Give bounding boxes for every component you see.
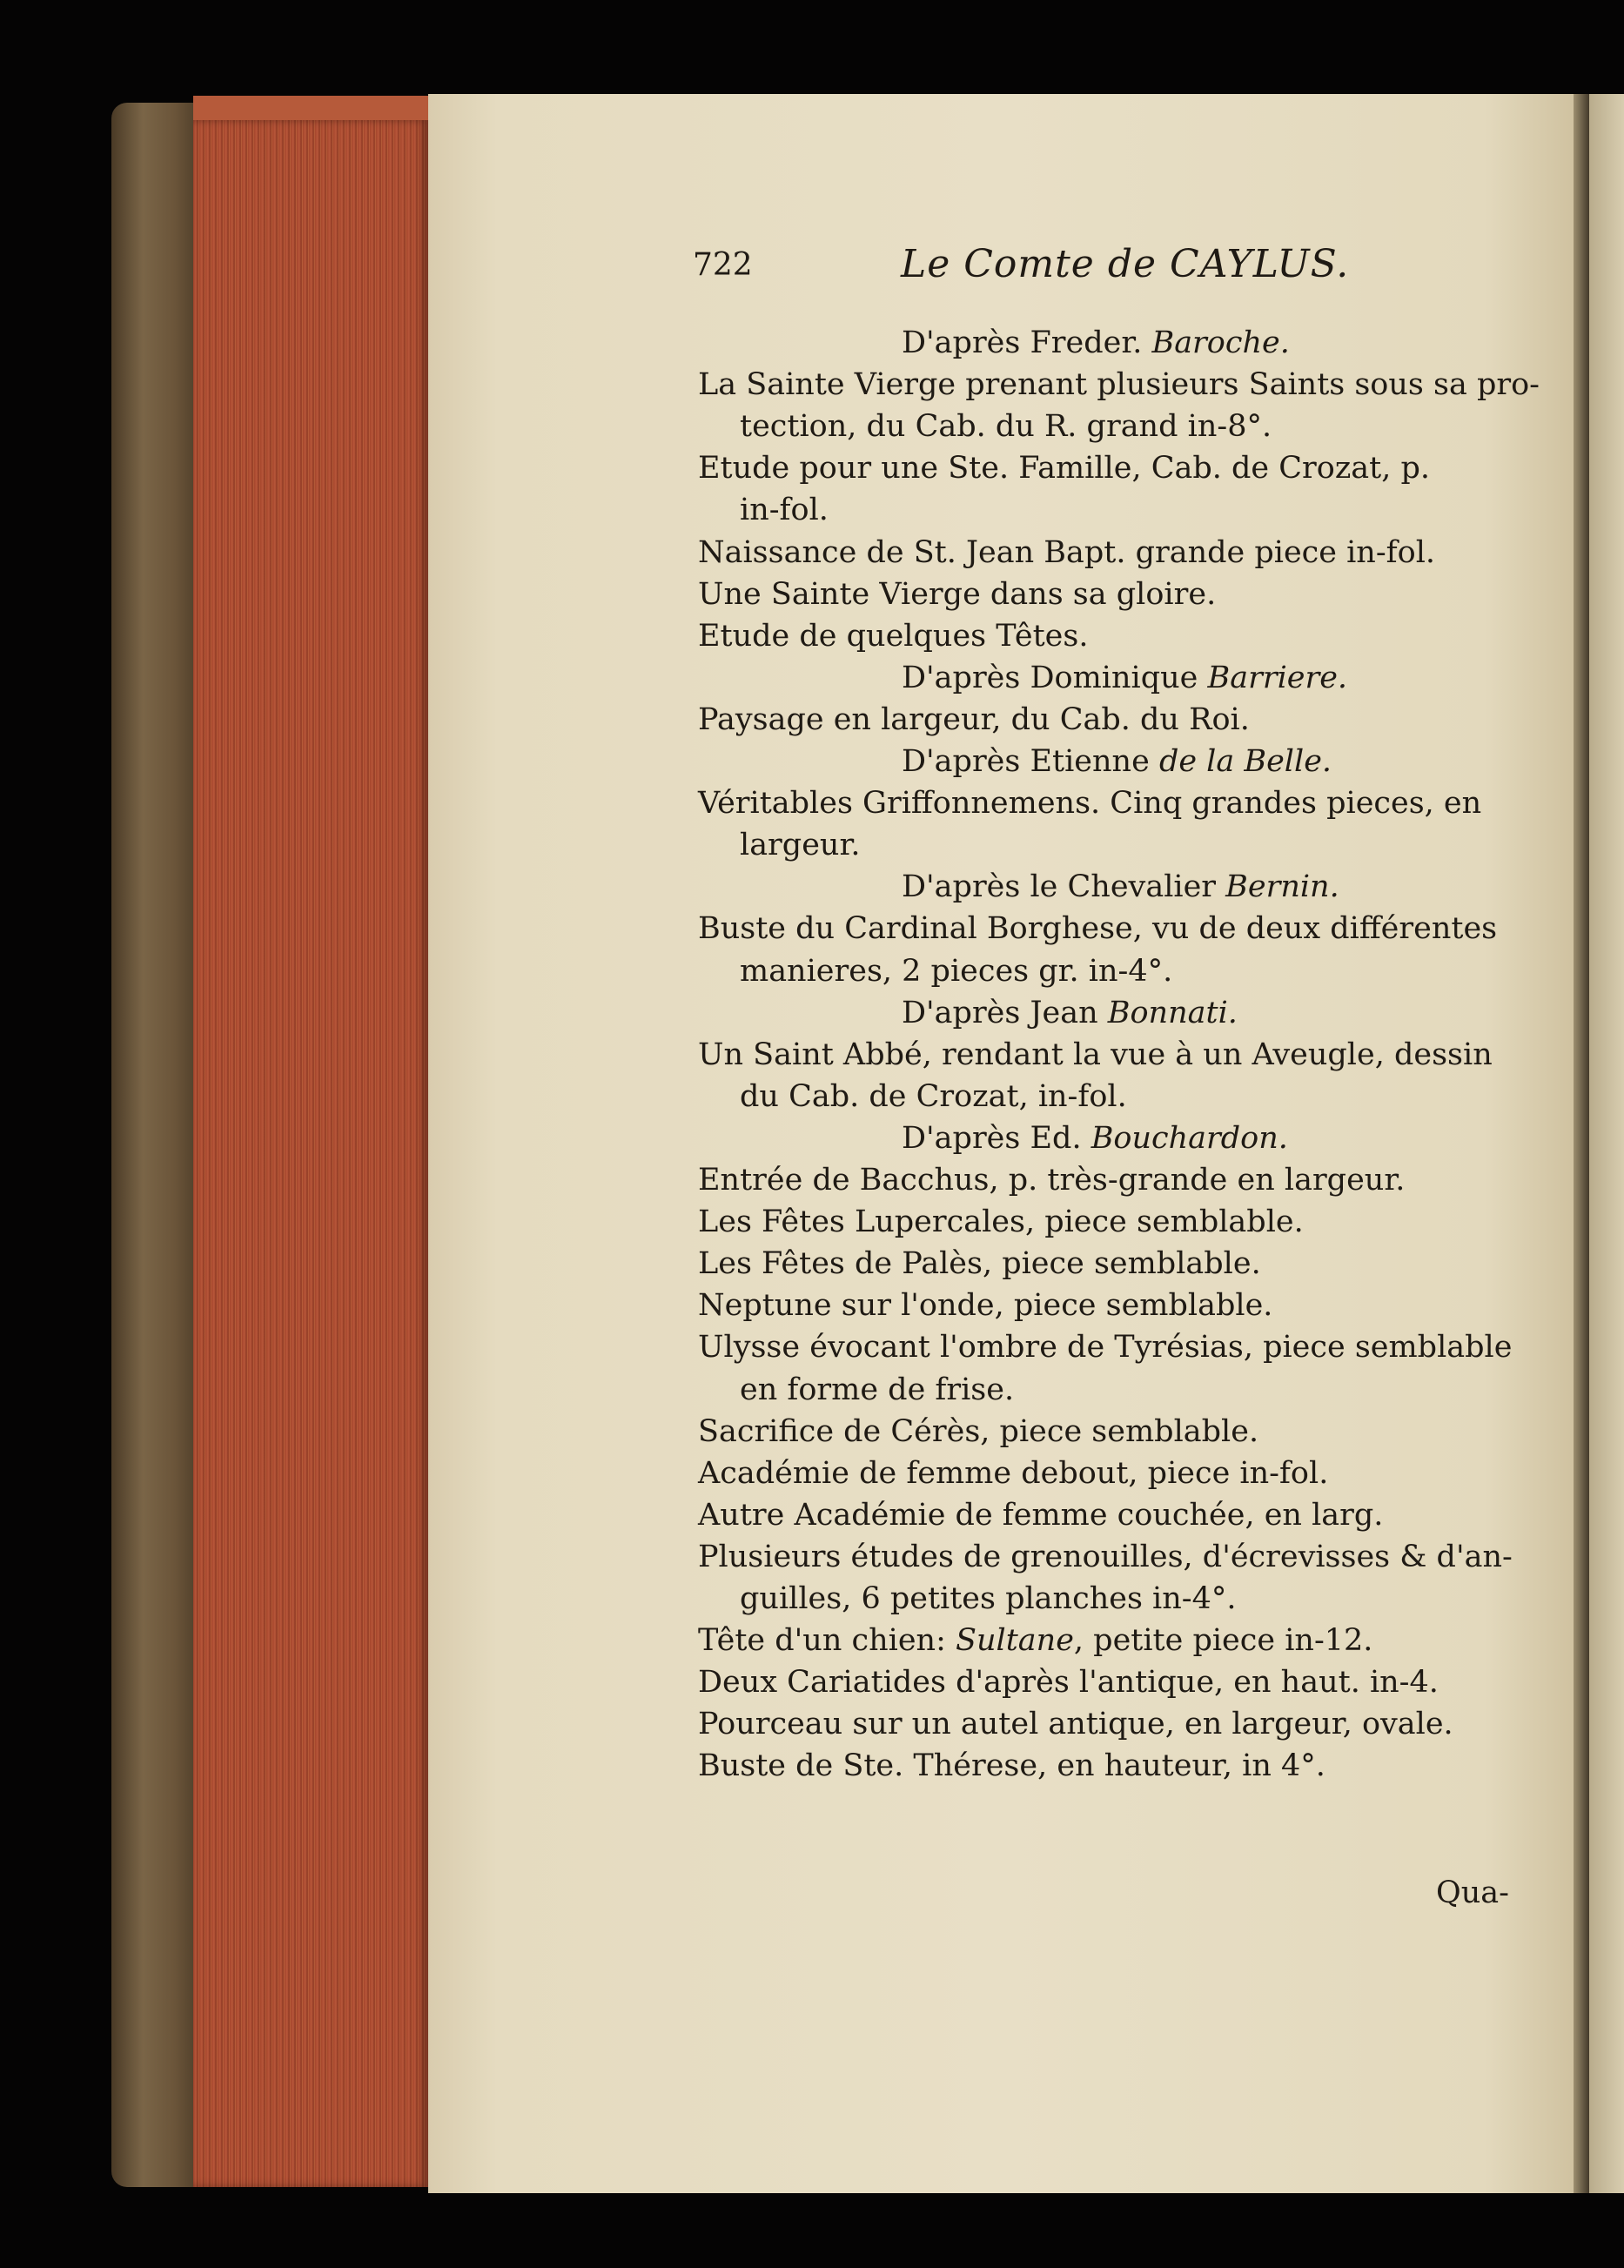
page-number: 722 — [693, 247, 753, 283]
catalog-entry — [698, 1454, 1328, 1493]
entry-text: manieres, 2 pieces gr. in-4°. — [740, 953, 1173, 989]
entry-continuation — [740, 407, 1272, 446]
catalog-entry — [698, 1747, 1325, 1785]
catalog-entry — [698, 909, 1497, 948]
entry-text: du Cab. de Crozat, in-fol. — [740, 1078, 1127, 1114]
catalog-entry — [698, 1036, 1493, 1074]
entry-continuation — [740, 826, 860, 864]
entry-text: Autre Académie de femme couchée, en larg. — [698, 1497, 1384, 1533]
entry-text: Entrée de Bacchus, p. très-grande en largeur. — [698, 1163, 1406, 1198]
heading-prefix: D'après Etienne — [902, 744, 1159, 779]
entry-text: guilles, 6 petites planches in-4°. — [740, 1581, 1237, 1616]
catalog-entry — [698, 1412, 1258, 1451]
entry-text: Buste de Ste. Thérese, en hauteur, in 4°. — [698, 1748, 1325, 1784]
catalog-entry — [698, 1538, 1513, 1576]
entry-text: largeur. — [740, 828, 861, 863]
running-head: Le Comte de CAYLUS. — [901, 242, 1350, 286]
artist-heading — [902, 868, 1339, 906]
catalog-entry — [698, 1203, 1304, 1241]
entry-text: Neptune sur l'onde, piece semblable. — [698, 1288, 1273, 1324]
catalog-entry — [698, 1705, 1453, 1743]
catalog-entry — [698, 1161, 1405, 1199]
heading-prefix: D'après Ed. — [902, 1120, 1091, 1156]
artist-name: Bonnati. — [1107, 995, 1238, 1030]
catalog-entry — [698, 1286, 1272, 1325]
heading-prefix: D'après Jean — [902, 995, 1108, 1030]
entry-text: Sacrifice de Cérès, piece semblable. — [698, 1413, 1259, 1449]
entry-text: in-fol. — [740, 493, 829, 528]
entry-text: Naissance de St. Jean Bapt. grande piece in-fol. — [698, 534, 1436, 570]
artist-name: Bernin. — [1225, 869, 1339, 905]
artist-name: Baroche. — [1151, 325, 1290, 360]
entry-text: Une Sainte Vierge dans sa gloire. — [698, 576, 1217, 612]
entry-text: Les Fêtes de Palès, piece semblable. — [698, 1246, 1261, 1282]
entry-continuation — [740, 1371, 1014, 1409]
entry-text: Etude de quelques Têtes. — [698, 618, 1089, 654]
entry-text: Etude pour une Ste. Famille, Cab. de Crozat, p. — [698, 451, 1430, 486]
artist-heading — [902, 994, 1238, 1032]
entry-text-after: , petite piece in-12. — [1073, 1623, 1373, 1659]
catalog-entry — [698, 533, 1435, 572]
artist-heading — [902, 659, 1347, 697]
entry-text: La Sainte Vierge prenant plusieurs Saints sous sa pro- — [698, 367, 1540, 403]
entry-text: tection, du Cab. du R. grand in-8°. — [740, 409, 1272, 445]
entry-text: Véritables Griffonnemens. Cinq grandes pieces, en — [698, 786, 1482, 822]
entry-text: Pourceau sur un autel antique, en largeur, ovale. — [698, 1707, 1453, 1742]
artist-name: Barriere. — [1207, 660, 1348, 695]
heading-prefix: D'après Freder. — [902, 325, 1152, 360]
entry-continuation — [740, 952, 1172, 990]
catalog-entry — [698, 1328, 1512, 1366]
catalog-entry — [698, 617, 1088, 655]
catalog-entry — [698, 1496, 1383, 1534]
catalog-entry — [698, 1245, 1261, 1283]
entry-continuation — [740, 491, 829, 529]
entry-continuation — [740, 1077, 1127, 1116]
entry-text: Académie de femme debout, piece in-fol. — [698, 1455, 1329, 1491]
entry-text: Paysage en largeur, du Cab. du Roi. — [698, 701, 1250, 737]
catalog-entry — [698, 575, 1216, 614]
entry-text: Plusieurs études de grenouilles, d'écrevisses & d'an- — [698, 1539, 1513, 1574]
entry-text: Un Saint Abbé, rendant la vue à un Aveugle, dessin — [698, 1037, 1493, 1072]
catalog-entry — [698, 701, 1250, 739]
catalog-entry — [698, 1621, 1372, 1660]
artist-heading — [902, 324, 1290, 362]
entry-continuation — [740, 1580, 1237, 1618]
catchword: Qua- — [1436, 1875, 1509, 1910]
catalog-entry — [698, 366, 1540, 404]
entry-text: Ulysse évocant l'ombre de Tyrésias, piece semblable — [698, 1330, 1513, 1365]
entry-text: Tête d'un chien: — [698, 1623, 956, 1659]
catalog-entry — [698, 449, 1430, 487]
entry-text: Les Fêtes Lupercales, piece semblable. — [698, 1204, 1304, 1240]
artist-heading — [902, 1119, 1288, 1157]
entry-text: en forme de frise. — [740, 1372, 1015, 1407]
entry-text: Buste du Cardinal Borghese, vu de deux différentes — [698, 911, 1498, 947]
catalog-entry — [698, 784, 1481, 822]
heading-prefix: D'après le Chevalier — [902, 869, 1226, 905]
artist-name: Bouchardon. — [1090, 1120, 1288, 1156]
heading-prefix: D'après Dominique — [902, 660, 1208, 695]
entry-text: Deux Cariatides d'après l'antique, en haut. in-4. — [698, 1665, 1439, 1701]
artist-heading — [902, 742, 1332, 781]
artist-name: de la Belle. — [1158, 744, 1332, 779]
catalog-entry — [698, 1663, 1439, 1701]
entry-italic: Sultane — [956, 1623, 1074, 1659]
